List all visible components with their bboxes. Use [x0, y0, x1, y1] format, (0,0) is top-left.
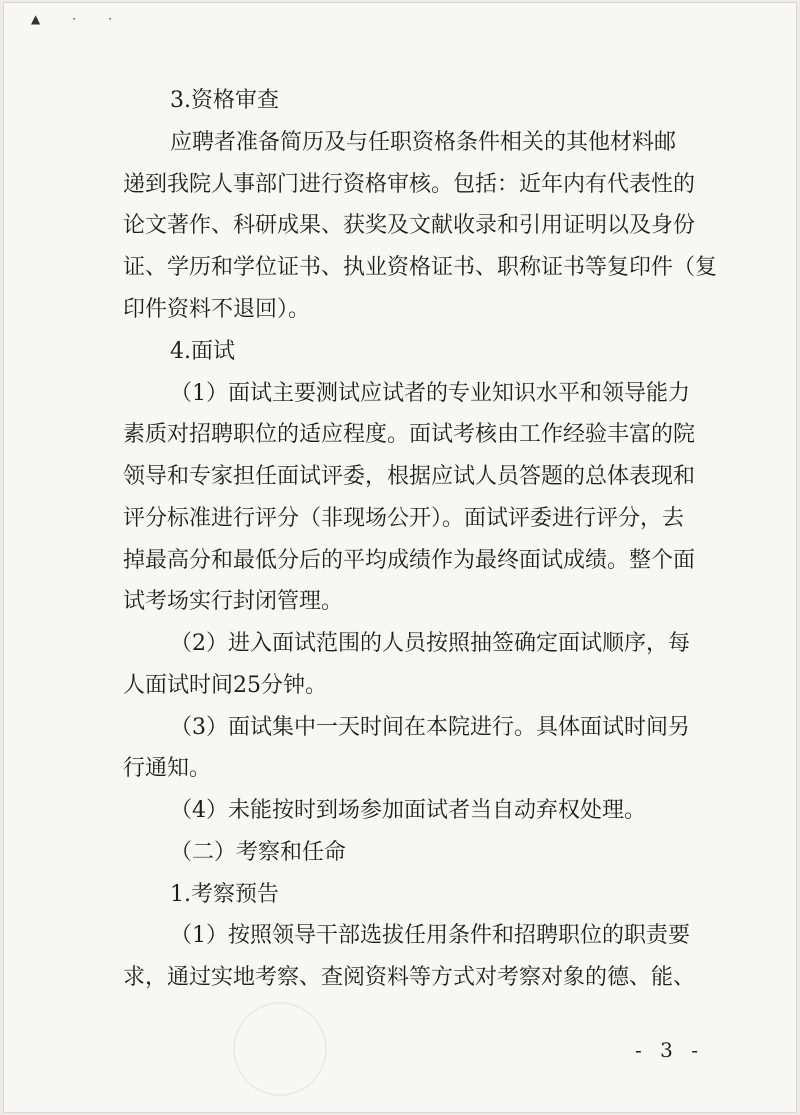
- body-line: 证、学历和学位证书、执业资格证书、职称证书等复印件（复: [123, 255, 718, 280]
- body-line: （2）进入面试范围的人员按照抽签确定面试顺序，每: [170, 631, 690, 656]
- page-number: - 3 -: [635, 1038, 704, 1062]
- scan-specks: ▲ ⋅ ⋅: [31, 12, 127, 26]
- body-line: （4）未能按时到场参加面试者当自动弃权处理。: [170, 798, 646, 823]
- section-heading-inspection-notice: 1.考察预告: [170, 882, 279, 907]
- body-line: 论文著作、科研成果、获奖及文献收录和引用证明以及身份: [123, 213, 696, 238]
- body-line: 评分标准进行评分（非现场公开）。面试评委进行评分，去: [123, 506, 685, 531]
- body-line: 人面试时间25分钟。: [123, 673, 327, 698]
- body-line: （1）按照领导干部选拔任用条件和招聘职位的职责要: [170, 923, 690, 948]
- body-line: 行通知。: [123, 756, 212, 781]
- body-line: 递到我院人事部门进行资格审核。包括：近年内有代表性的: [123, 172, 696, 197]
- body-line: （1）面试主要测试应试者的专业知识水平和领导能力: [170, 381, 690, 406]
- body-line: 求，通过实地考察、查阅资料等方式对考察对象的德、能、: [123, 965, 696, 990]
- section-heading-inspection-appointment: （二）考察和任命: [170, 840, 347, 865]
- faint-stamp: [233, 1002, 327, 1096]
- section-heading-qualification-review: 3.资格审查: [170, 88, 279, 113]
- body-line: 领导和专家担任面试评委，根据应试人员答题的总体表现和: [123, 464, 696, 489]
- body-line: 素质对招聘职位的适应程度。面试考核由工作经验丰富的院: [123, 422, 696, 447]
- body-line: 印件资料不退回）。: [123, 297, 311, 322]
- body-line: 试考场实行封闭管理。: [123, 589, 344, 614]
- body-line: 应聘者准备简历及与任职资格条件相关的其他材料邮: [170, 130, 677, 155]
- body-line: 掉最高分和最低分后的平均成绩作为最终面试成绩。整个面: [123, 548, 696, 573]
- body-line: （3）面试集中一天时间在本院进行。具体面试时间另: [170, 715, 690, 740]
- section-heading-interview: 4.面试: [170, 339, 235, 364]
